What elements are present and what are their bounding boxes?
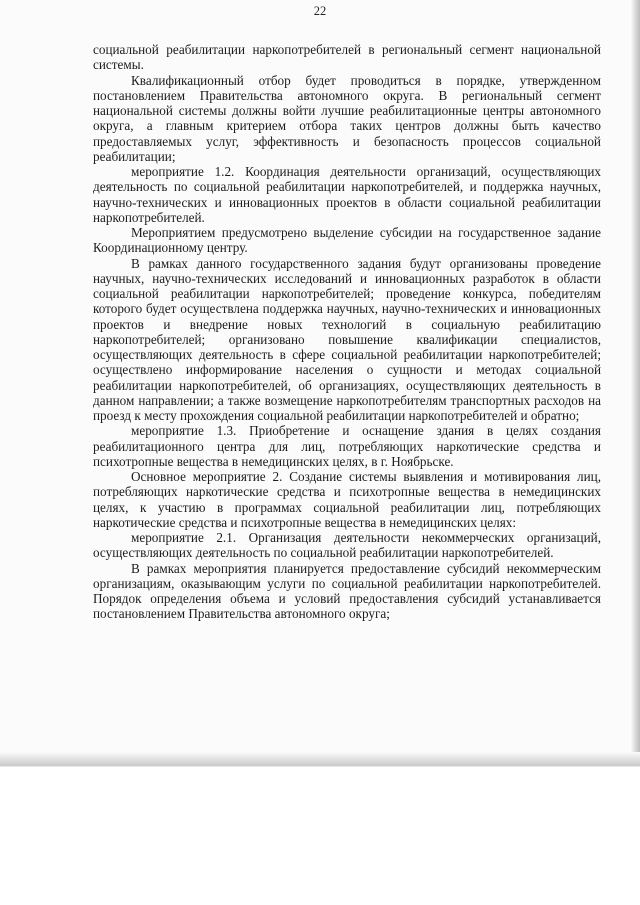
document-body bbox=[93, 42, 601, 622]
page-number: 22 bbox=[313, 4, 327, 18]
paragraph-subsidy-procedure: В рамках мероприятия планируется предоставление субсидий некоммерческим организациям, оказывающим услуги по социальной реабилитации наркопотребителей. Порядок определения объема и условий предоставления субсидий устанавливается постановлением Правительства автономного округа; bbox=[93, 560, 601, 622]
paragraph-measure-2-1: мероприятие 2.1. Организация деятельности некоммерческих организаций, осуществляющих деятельность по социальной реабилитации наркопотребителей. bbox=[93, 530, 601, 561]
paragraph-subsidy: Мероприятием предусмотрено выделение субсидии на государственное задание Координационному центру. bbox=[93, 225, 601, 256]
paragraph-main-measure-2: Основное мероприятие 2. Создание системы выявления и мотивирования лиц, потребляющих наркотические средства и психотропные вещества в немедицинских целях, к участию в программах социальной реабилитации лиц, потребляющих наркотические средства и психотропные вещества в немедицинских целях: bbox=[93, 469, 601, 530]
scan-shadow-bottom bbox=[0, 752, 640, 766]
paragraph-measure-1-2: мероприятие 1.2. Координация деятельности организаций, осуществляющих деятельность по социальной реабилитации наркопотребителей, и поддержка научных, научно-технических и инновационных проектов в области социальной реабилитации наркопотребителей. bbox=[93, 164, 601, 225]
scan-shadow-right bbox=[630, 0, 640, 766]
paragraph-state-assignment: В рамках данного государственного задания будут организованы проведение научных, научно-технических исследований и инновационных разработок в области социальной реабилитации наркопотребителей; проведение конкурса, победителям которого будет осуществлена поддержка научных, научно-технических и инновационных проектов и внедрение новых технологий в социальную реабилитацию наркопотребителей; организовано повышение квалификации специалистов, осуществляющих деятельность в сфере социальной реабилитации наркопотребителей; осуществлено информирование населения о сущности и методах социальной реабилитации наркопотребителей, об организациях, осуществляющих деятельность в данном направлении; а также возмещение наркопотребителям транспортных расходов на проезд к месту прохождения социальной реабилитации наркопотребителей и обратно; bbox=[93, 255, 601, 423]
paragraph-continuation: социальной реабилитации наркопотребителей в региональный сегмент национальной системы. bbox=[93, 42, 601, 73]
paragraph-measure-1-3: мероприятие 1.3. Приобретение и оснащение здания в целях создания реабилитационного центра для лиц, потребляющих наркотические средства и психотропные вещества в немедицинских целях, в г. Ноябрьске. bbox=[93, 423, 601, 469]
paragraph-qualification-selection: Квалификационный отбор будет проводиться в порядке, утвержденном постановлением Правительства автономного округа. В региональный сегмент национальной системы должны войти лучшие реабилитационные центры автономного округа, а главным критерием отбора таких центров должны быть качество предоставляемых услуг, эффективность и безопасность процессов социальной реабилитации; bbox=[93, 72, 601, 164]
